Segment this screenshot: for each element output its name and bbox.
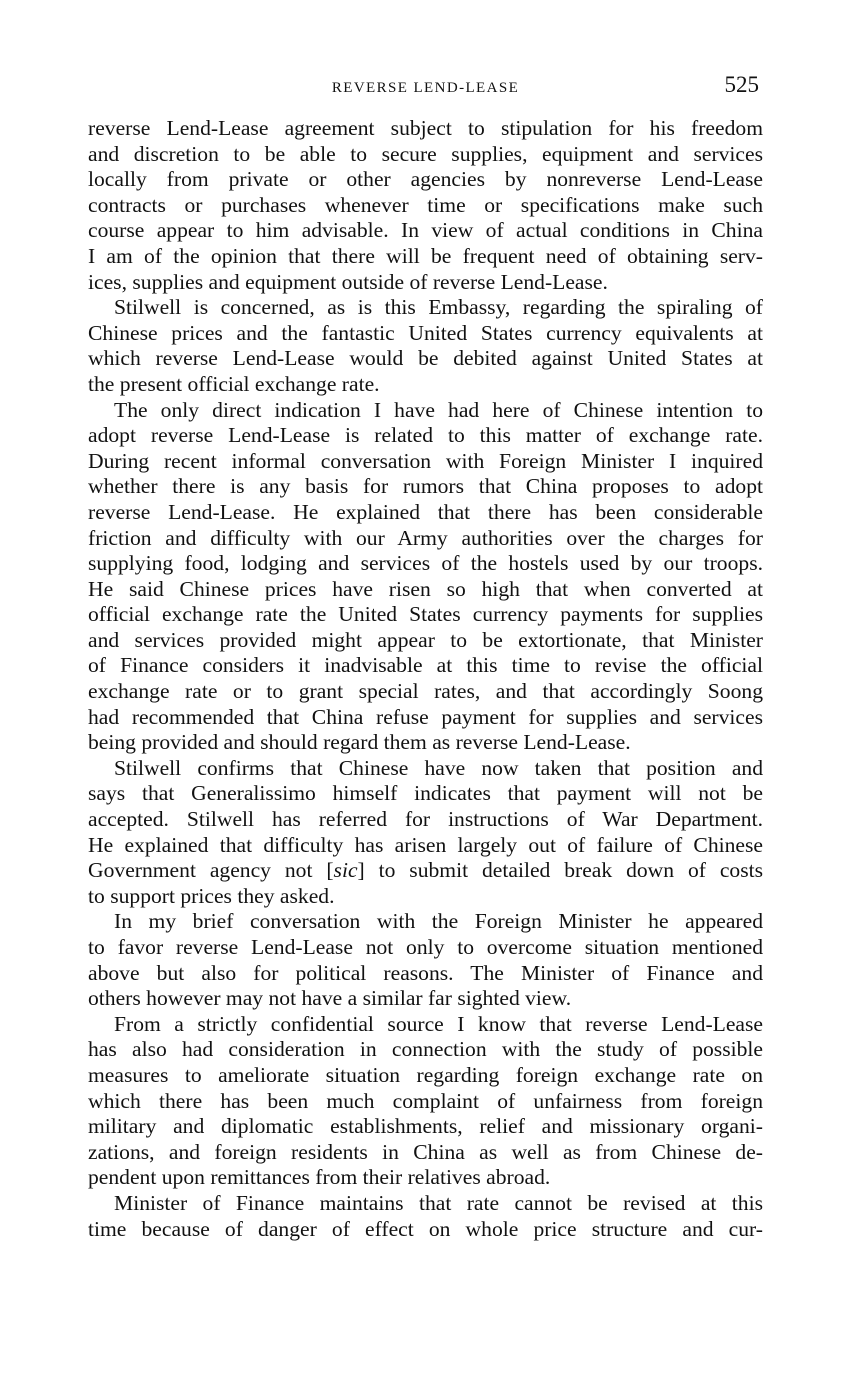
text-line: ices, supplies and equipment outside of reverse Lend-Lease. [88,269,608,294]
text-line: reverse Lend-Lease agreement subject to stipulation for his freedom [88,116,763,140]
paragraph-7 [88,1191,763,1242]
text-line: Minister of Finance maintains that rate cannot be revised at this [114,1190,763,1215]
document-page [88,72,763,1242]
text-fragment: ] to submit detailed break down of costs [357,858,764,883]
text-line: had recommended that China refuse payment for supplies and services [88,704,763,729]
text-line: He explained that difficulty has arisen largely out of failure of Chinese [88,832,763,857]
text-line-with-sic [88,858,763,884]
running-title: REVERSE LEND-LEASE [331,80,520,96]
paragraph-1 [88,116,763,295]
text-line: has also had consideration in connection with the study of possible [88,1037,763,1062]
text-line: whether there is any basis for rumors that China proposes to adopt [88,474,763,499]
text-line: course appear to him advisable. In view of actual conditions in China [88,218,763,243]
paragraph-3 [88,398,763,756]
text-fragment: Government agency not [ [88,858,334,883]
body-text [88,116,763,1242]
text-line: pendent upon remittances from their relatives abroad. [88,1165,551,1190]
paragraph-6 [88,1012,763,1191]
text-line: contracts or purchases whenever time or specifications make such [88,192,763,217]
text-line: During recent informal conversation with Foreign Minister I inquired [88,448,763,473]
text-line: and services provided might appear to be extortionate, that Minister [88,627,763,652]
text-line: Chinese prices and the fantastic United States currency equivalents at [88,320,763,345]
text-line: being provided and should regard them as reverse Lend-Lease. [88,730,631,755]
paragraph-2 [88,295,763,397]
text-line: He said Chinese prices have risen so high that when converted at [88,576,763,601]
text-line: adopt reverse Lend-Lease is related to this matter of exchange rate. [88,423,763,448]
text-line: friction and difficulty with our Army authorities over the charges for [88,525,763,550]
text-line: which there has been much complaint of unfairness from foreign [88,1088,763,1113]
sic-annotation: sic [333,858,358,883]
text-line: reverse Lend-Lease. He explained that there has been considerable [88,499,763,524]
page-number: 525 [724,72,759,97]
text-line: time because of danger of effect on whole price structure and cur- [88,1216,763,1241]
text-line: I am of the opinion that there will be frequent need of obtaining serv- [88,243,763,268]
text-line: and discretion to be able to secure supplies, equipment and services [88,141,763,166]
text-line: accepted. Stilwell has referred for instructions of War Department. [88,807,763,832]
text-line: measures to ameliorate situation regarding foreign exchange rate on [88,1062,763,1087]
text-line: Stilwell confirms that Chinese have now taken that position and [114,755,763,780]
text-line: military and diplomatic establishments, relief and missionary organi- [88,1114,763,1139]
text-line: to support prices they asked. [88,883,335,908]
text-line: which reverse Lend-Lease would be debited against United States at [88,346,763,371]
text-line: to favor reverse Lend-Lease not only to overcome situation mentioned [88,935,763,959]
text-line: the present official exchange rate. [88,371,380,396]
text-line: From a strictly confidential source I know that reverse Lend-Lease [114,1011,763,1036]
text-line: exchange rate or to grant special rates, and that accordingly Soong [88,679,763,704]
paragraph-5 [88,909,763,1011]
text-line: of Finance considers it inadvisable at this time to revise the official [88,653,763,678]
text-line: others however may not have a similar far sighted view. [88,986,572,1011]
text-line: says that Generalissimo himself indicates that payment will not be [88,781,763,806]
text-line: official exchange rate the United States currency payments for supplies [88,602,763,627]
text-line: In my brief conversation with the Foreign Minister he appeared [114,909,763,934]
paragraph-4 [88,756,763,910]
text-line: supplying food, lodging and services of the hostels used by our troops. [88,551,763,576]
text-line: above but also for political reasons. The Minister of Finance and [88,960,763,985]
text-line: The only direct indication I have had here of Chinese intention to [114,397,763,422]
text-line: Stilwell is concerned, as is this Embassy, regarding the spiraling of [114,295,763,320]
text-line: zations, and foreign residents in China as well as from Chinese de- [88,1139,763,1164]
text-line: locally from private or other agencies by nonreverse Lend-Lease [88,167,763,192]
running-header [88,72,763,108]
